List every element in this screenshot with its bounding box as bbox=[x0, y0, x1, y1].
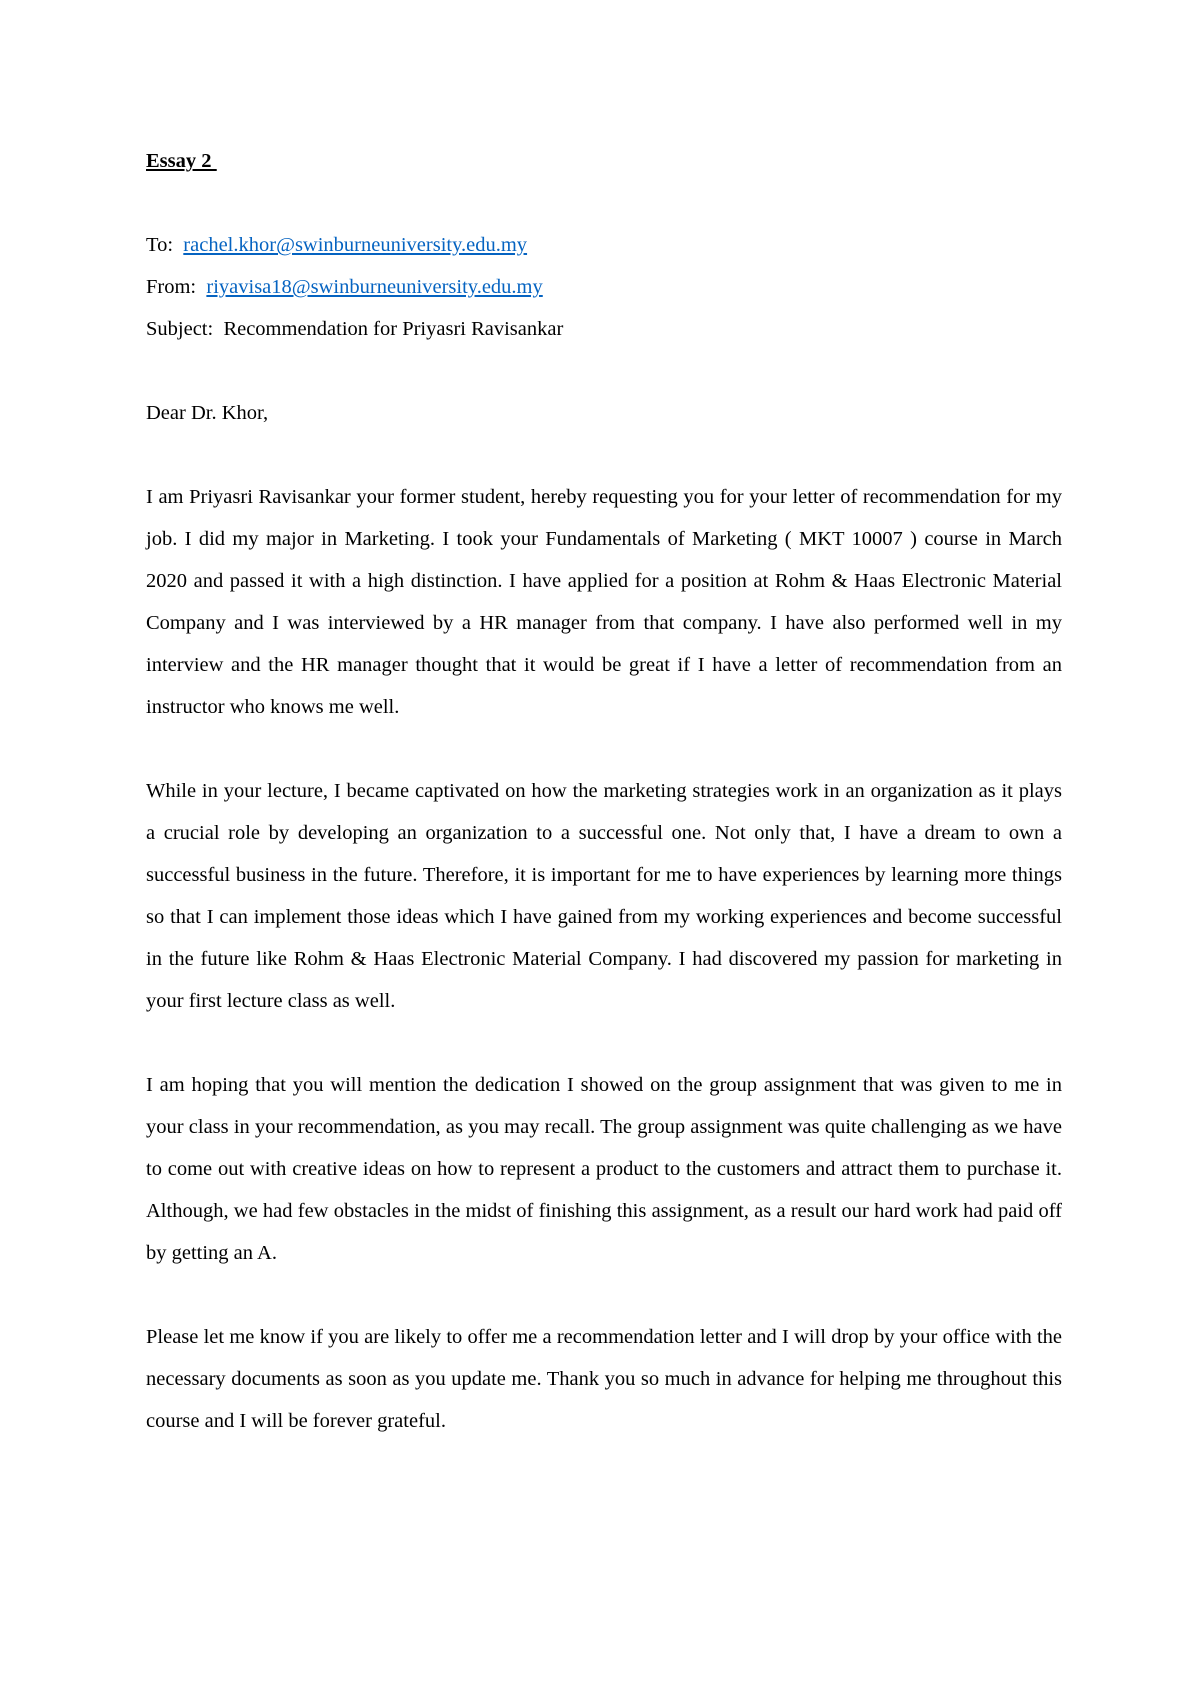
document-title bbox=[146, 140, 1062, 182]
document-content bbox=[146, 140, 1062, 1442]
from-label: From: bbox=[146, 276, 202, 298]
subject-line bbox=[146, 308, 1062, 350]
document-title-text: Essay 2 bbox=[146, 150, 212, 172]
body-paragraph-2: While in your lecture, I became captivated on how the marketing strategies work in an organization as it plays a crucial role by developing an organization to a successful one. Not only that, I have a dream to own a successful business in the future. Therefore, it is important for me to have experiences by learning more things so that I can implement those ideas which I have gained from my working experiences and become successful in the future like Rohm & Haas Electronic Material Company. I had discovered my passion for marketing in your first lecture class as well. bbox=[146, 780, 1062, 1012]
to-email-link[interactable]: rachel.khor@swinburneuniversity.edu.my bbox=[183, 234, 528, 256]
email-header bbox=[146, 224, 1062, 350]
body-paragraph-1: I am Priyasri Ravisankar your former student, hereby requesting you for your letter of recommendation for my job. I did my major in Marketing. I took your Fundamentals of Marketing ( MKT 10007 ) course in March 2020 and passed it with a high distinction. I have applied for a position at Rohm & Haas Electronic Material Company and I was interviewed by a HR manager from that company. I have also performed well in my interview and the HR manager thought that it would be great if I have a letter of recommendation from an instructor who knows me well. bbox=[146, 486, 1062, 718]
subject-value: Recommendation for Priyasri Ravisankar bbox=[223, 318, 564, 340]
from-email-link[interactable]: riyavisa18@swinburneuniversity.edu.my bbox=[206, 276, 543, 298]
subject-label: Subject: bbox=[146, 318, 219, 340]
body-paragraph-4: Please let me know if you are likely to offer me a recommendation letter and I will drop by your office with the necessary documents as soon as you update me. Thank you so much in advance for helping me throughout this course and I will be forever grateful. bbox=[146, 1326, 1062, 1432]
to-line bbox=[146, 224, 1062, 266]
salutation: Dear Dr. Khor, bbox=[146, 402, 269, 424]
body-paragraph-3: I am hoping that you will mention the dedication I showed on the group assignment that was given to me in your class in your recommendation, as you may recall. The group assignment was quite challenging as we have to come out with creative ideas on how to represent a product to the customers and attract them to purchase it. Although, we had few obstacles in the midst of finishing this assignment, as a result our hard work had paid off by getting an A. bbox=[146, 1074, 1062, 1264]
from-line bbox=[146, 266, 1062, 308]
to-label: To: bbox=[146, 234, 179, 256]
